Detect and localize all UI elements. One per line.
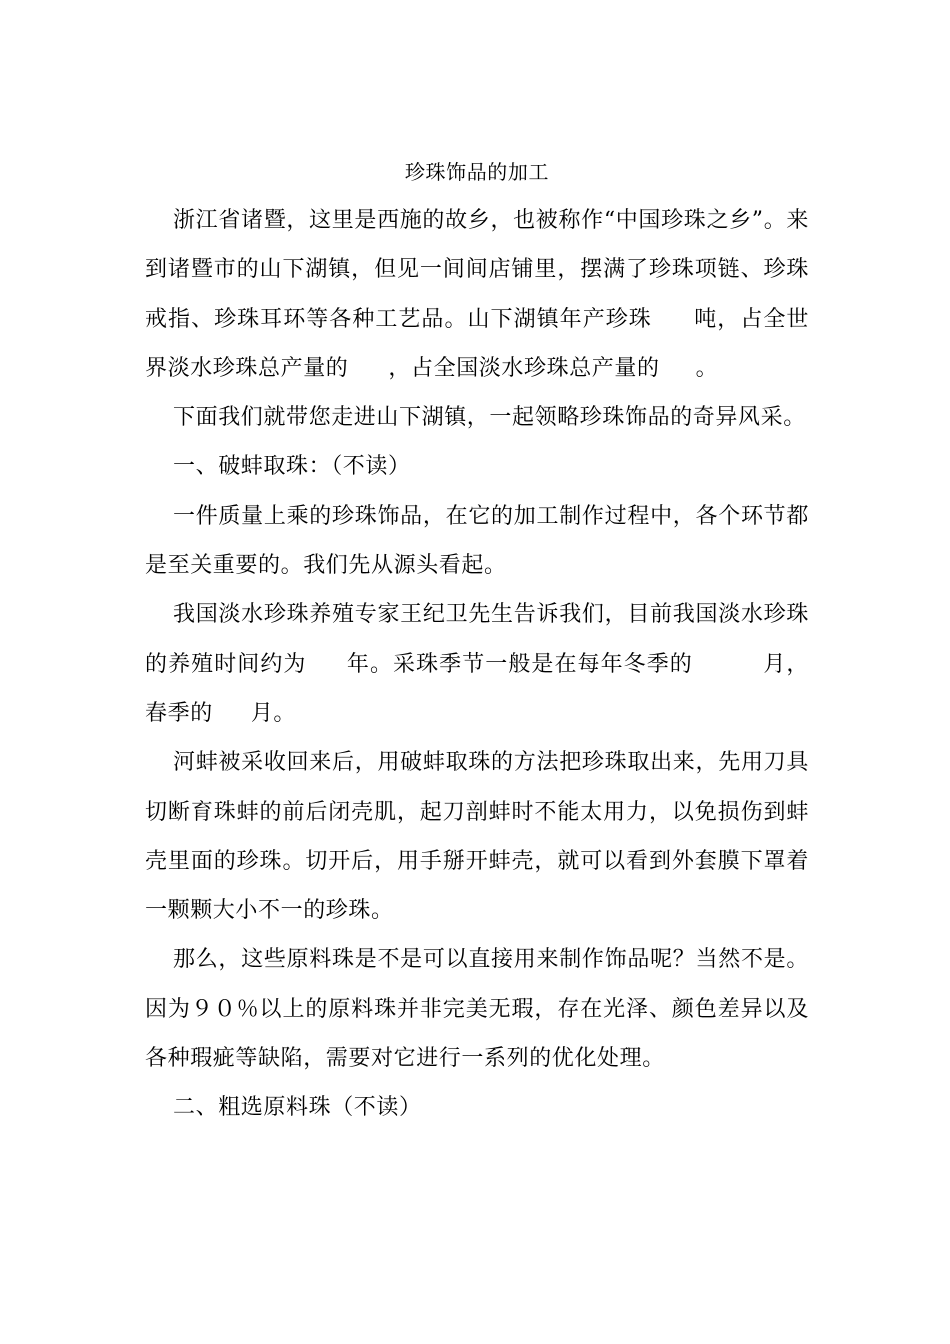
paragraph-quality: 一件质量上乘的珍珠饰品，在它的加工制作过程中，各个环节都是至关重要的。我们先从源头看起。: [145, 503, 809, 579]
paragraph-extraction: 河蚌被采收回来后，用破蚌取珠的方法把珍珠取出来，先用刀具切断育珠蚌的前后闭壳肌，起刀剖蚌时不能太用力，以免损伤到蚌壳里面的珍珠。切开后，用手掰开蚌壳，就可以看到外套膜下罩着一颗颗大小不一的珍珠。: [145, 750, 809, 924]
section-heading-2: 二、粗选原料珠（不读）: [173, 1095, 422, 1121]
intro-text-part-4: 。: [695, 355, 719, 381]
paragraph-cultivation: [145, 590, 809, 738]
cultivation-text-part-2: 年。采珠季节一般是在每年冬季的: [346, 651, 693, 677]
document-title: 珍珠饰品的加工: [404, 160, 550, 184]
cultivation-text-part-3: 月，春季的: [145, 651, 810, 726]
section-heading-1: 一、破蚌取珠：（不读）: [173, 454, 411, 480]
document-body: [145, 150, 809, 1133]
cultivation-text-part-1: 我国淡水珍珠养殖专家王纪卫先生告诉我们，目前我国淡水珍珠的养殖时间约为: [145, 602, 809, 677]
paragraph-intro: [145, 196, 809, 393]
intro-text-part-3: ，占全国淡水珍珠总产量的: [388, 355, 660, 381]
paragraph-raw-pearls: 那么，这些原料珠是不是可以直接用来制作饰品呢？当然不是。因为９０％以上的原料珠并非完美无瑕，存在光泽、颜色差异以及各种瑕疵等缺陷，需要对它进行一系列的优化处理。: [145, 947, 809, 1072]
intro-text-part-2: 吨，占全世界淡水珍珠总产量的: [145, 306, 809, 381]
cultivation-text-part-4: 月。: [250, 700, 297, 726]
intro-text-part-1: 浙江省诸暨，这里是西施的故乡，也被称作“中国珍珠之乡”。来到诸暨市的山下湖镇，但见一间间店铺里，摆满了珍珠项链、珍珠戒指、珍珠耳环等各种工艺品。山下湖镇年产珍珠: [145, 208, 809, 332]
paragraph-lead-in: 下面我们就带您走进山下湖镇，一起领略珍珠饰品的奇异风采。: [173, 405, 806, 431]
